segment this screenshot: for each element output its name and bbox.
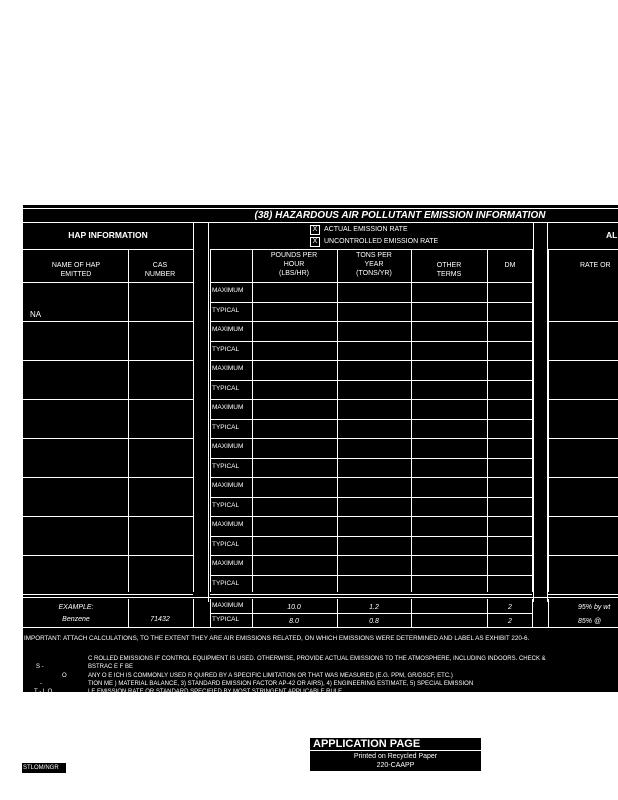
note-line-4: TION ME ) MATERIAL BALANCE, 3) STANDARD EMISSION FACTOR AP-42 OR AIRS), 4) ENGINEERING ESTIMATE, 5) SPECIAL EMISSION (88, 681, 474, 687)
hap-header-bottom (23, 282, 193, 283)
grid-row-line (210, 438, 532, 439)
grid-row-maximum: MAXIMUM (212, 482, 244, 489)
grid-row-maximum: MAXIMUM (212, 365, 244, 372)
example-rate-line (548, 599, 549, 627)
note-line-3: ANY O E ICH IS COMMONLY USED R QUIRED BY A SPECIFIC LIMITATION OR THAT WAS MEASURED (E.G. PPM, GR/DSCF, ETC.) (88, 673, 453, 679)
printed-note: Printed on Recycled Paper (353, 753, 438, 760)
grid-col-line (487, 249, 488, 592)
rate-entry-line (548, 360, 618, 361)
grid-row-typical: TYPICAL (212, 306, 240, 314)
col-tons-line3: (TONS/YR) (356, 270, 392, 277)
grid-row-line (210, 282, 532, 283)
title-top-rule (23, 208, 618, 209)
grid-row-line (210, 341, 532, 342)
grid-row-maximum: MAXIMUM (212, 404, 244, 411)
hap-entry-line (23, 477, 193, 478)
col-header-top-right (548, 249, 618, 250)
entry-value-na: NA (30, 310, 42, 319)
note-mark-3: - (40, 681, 42, 687)
example-typ-tons: 0.8 (369, 618, 379, 625)
grid-row-line (210, 321, 532, 322)
grid-col-line (411, 249, 412, 592)
grid-row-maximum: MAXIMUM (212, 521, 244, 528)
example-row-maximum: MAXIMUM (212, 602, 244, 609)
rate-col-line (548, 249, 549, 592)
grid-row-line (210, 419, 532, 420)
actual-emission-checkbox[interactable]: X (310, 225, 320, 235)
col-header-top (210, 249, 532, 250)
example-mid-line (210, 613, 532, 614)
note-line-1: C ROLLED EMISSIONS IF CONTROL EQUIPMENT IS USED. OTHERWISE, PROVIDE ACTUAL EMISSIONS TO THE ATMOSPHERE, INCLUDING INDOORS. CHECK & (88, 656, 546, 662)
hap-entry-line (23, 360, 193, 361)
rate-entry-line (548, 594, 618, 595)
example-label: EXAMPLE: (58, 604, 94, 611)
grid-row-line (210, 555, 532, 556)
grid-row-line (210, 302, 532, 303)
col-other-line2: TERMS (436, 271, 462, 278)
example-rate-max: 95% by wt (578, 604, 611, 611)
hap-entry-line (23, 594, 193, 595)
rate-entry-line (548, 321, 618, 322)
example-cas: 71432 (150, 616, 170, 623)
rate-entry-line (548, 477, 618, 478)
footer-code: STLOM/NGR (23, 765, 59, 771)
left-panel-divider (208, 222, 209, 602)
example-name: Benzene (62, 616, 90, 623)
example-typ-lbs: 8.0 (289, 618, 299, 625)
example-max-tons: 1.2 (369, 604, 379, 611)
uncontrolled-emission-label: UNCONTROLLED EMISSION RATE (324, 238, 439, 245)
grid-row-maximum: MAXIMUM (212, 287, 244, 294)
rate-entry-line (548, 555, 618, 556)
grid-row-maximum: MAXIMUM (212, 326, 244, 333)
col-name-line1: NAME OF HAP (51, 262, 101, 269)
hap-entry-line (23, 321, 193, 322)
col-other-line1: OTHER (436, 262, 462, 269)
hap-header-rule (23, 249, 193, 250)
grid-col-line (210, 249, 211, 592)
example-max-lbs: 10.0 (287, 604, 301, 611)
rate-entry-line (548, 516, 618, 517)
example-divider (193, 599, 194, 627)
col-cas-line2: NUMBER (144, 271, 176, 278)
col-lbs-line3: (LBS/HR) (279, 270, 309, 277)
note-mark-1: S - (36, 664, 44, 670)
col-tons-line1: TONS PER (356, 252, 392, 259)
grid-row-line (210, 497, 532, 498)
grid-row-typical: TYPICAL (212, 540, 240, 548)
example-rate-typ: 85% @ (578, 618, 602, 625)
note-mark-4: T - L O (34, 689, 53, 695)
note-mark-2: O (62, 673, 67, 679)
grid-col-line (252, 249, 253, 592)
example-row-typical: TYPICAL (212, 616, 240, 623)
hap-entry-line (23, 516, 193, 517)
application-page-rule (310, 750, 481, 751)
col-cas-line1: CAS (152, 262, 168, 269)
example-bottom-line (23, 627, 618, 628)
example-top-rule (23, 597, 618, 598)
grid-row-typical: TYPICAL (212, 579, 240, 587)
grid-row-line (210, 477, 532, 478)
uncontrolled-emission-checkbox[interactable]: X (310, 237, 320, 247)
hap-header-right (193, 222, 194, 249)
col-rate: RATE OR (580, 262, 611, 269)
grid-row-line (210, 360, 532, 361)
actual-emission-label: ACTUAL EMISSION RATE (324, 226, 408, 233)
example-col-line (532, 599, 533, 627)
example-cas-line (128, 599, 129, 627)
rate-entry-line (548, 438, 618, 439)
rate-entry-line (548, 399, 618, 400)
application-page-title: APPLICATION PAGE (313, 738, 421, 750)
important-note: IMPORTANT: ATTACH CALCULATIONS, TO THE EXTENT THEY ARE AIR EMISSIONS RELATED, ON WHICH EMISSIONS WERE DETERMINED AND LABEL AS EXHIBIT 220-6. (24, 635, 530, 642)
grid-row-line (210, 399, 532, 400)
grid-bottom-line (210, 594, 532, 595)
grid-row-line (210, 458, 532, 459)
note-line-5: LE EMISSION RATE OR STANDARD SPECIFIED BY MOST STRINGENT APPLICABLE RULE. (88, 689, 344, 695)
note-line-2: BSTRAC E F BE (88, 664, 134, 670)
grid-row-typical: TYPICAL (212, 501, 240, 509)
example-max-dm: 2 (508, 604, 512, 611)
hap-info-header: HAP INFORMATION (68, 230, 148, 240)
hap-entry-line (23, 555, 193, 556)
hap-entry-line (23, 399, 193, 400)
grid-row-typical: TYPICAL (212, 384, 240, 392)
col-lbs-line1: POUNDS PER (270, 252, 318, 259)
hap-left-divider-2 (193, 249, 194, 592)
grid-row-typical: TYPICAL (212, 345, 240, 353)
grid-row-line (210, 575, 532, 576)
grid-row-typical: TYPICAL (212, 423, 240, 431)
col-dm: DM (504, 262, 516, 269)
col-tons-line2: YEAR (364, 261, 384, 268)
grid-row-maximum: MAXIMUM (212, 560, 244, 567)
title-bottom-rule (23, 222, 618, 223)
col-name-line2: EMITTED (60, 271, 92, 278)
section-title: (38) HAZARDOUS AIR POLLUTANT EMISSION INFORMATION (254, 210, 546, 221)
grid-row-line (210, 536, 532, 537)
grid-col-line (532, 249, 533, 592)
col-lbs-line2: HOUR (283, 261, 305, 268)
right-panel-divider-a (533, 222, 534, 602)
grid-col-line (337, 249, 338, 592)
grid-row-typical: TYPICAL (212, 462, 240, 470)
example-typ-dm: 2 (508, 618, 512, 625)
hap-col-divider (128, 249, 129, 592)
hap-entry-line (23, 438, 193, 439)
form-number: 220-CAAPP (376, 762, 415, 769)
grid-row-maximum: MAXIMUM (212, 443, 244, 450)
grid-row-line (210, 516, 532, 517)
right-header-fragment: AL (606, 230, 618, 240)
grid-row-line (210, 380, 532, 381)
